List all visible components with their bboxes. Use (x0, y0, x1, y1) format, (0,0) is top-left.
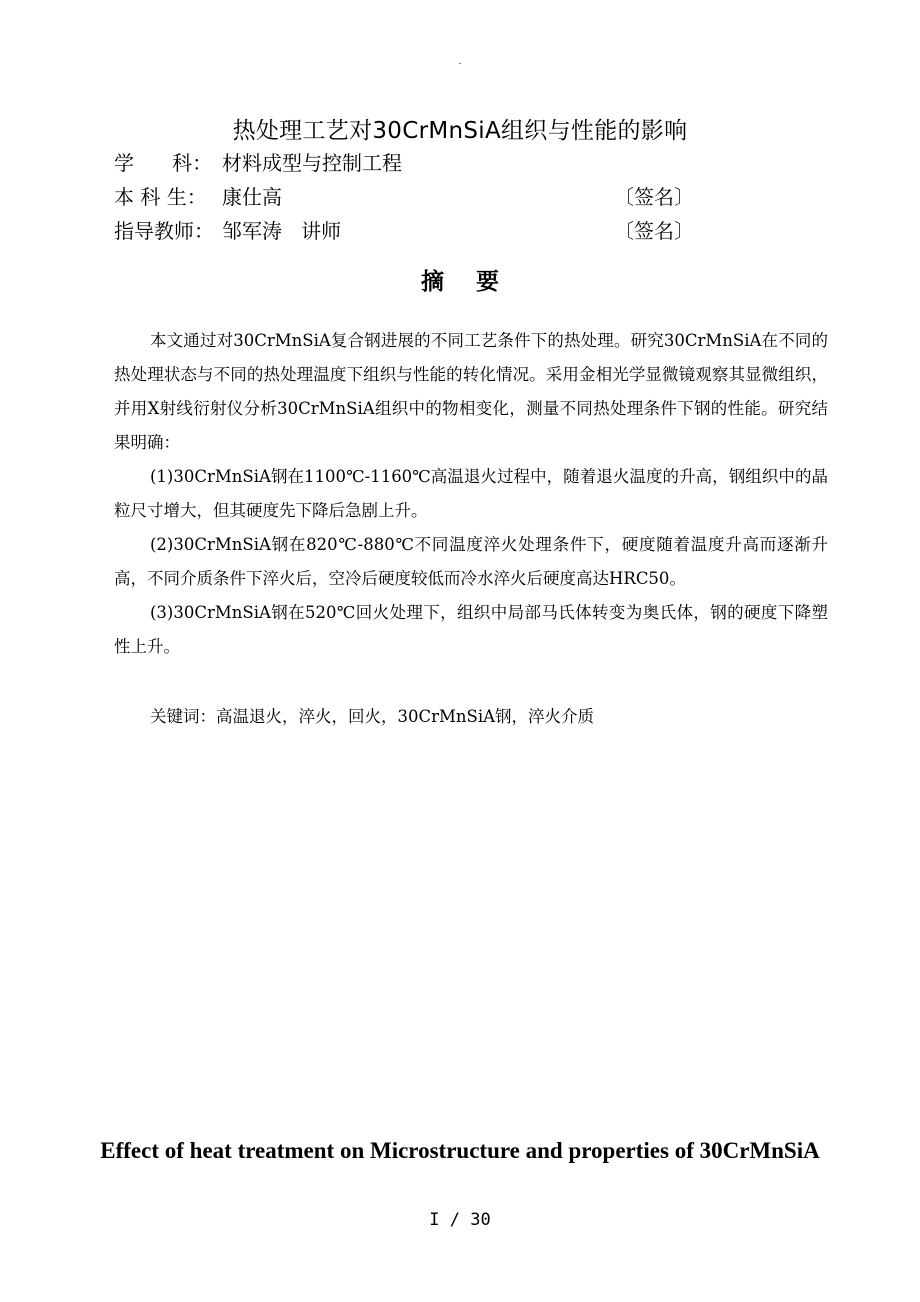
student-value: 康仕高 (222, 185, 282, 209)
thesis-title: 热处理工艺对30CrMnSiA组织与性能的影响 (232, 118, 688, 144)
keywords: 关键词：高温退火，淬火，回火，30CrMnSiA钢，淬火介质 (150, 707, 595, 726)
abstract-paragraph: 本文通过对30CrMnSiA复合钢进展的不同工艺条件下的热处理。研究30CrMnSiA在不同的热处理状态与不同的热处理温度下组织与性能的转化情况。采用金相光学显微镜观察其显微组织，并用X射线衍射仪分析30CrMnSiA组织中的物相变化，测量不同热处理条件下钢的性能。研究结果明确： (114, 331, 828, 452)
student-label: 本 科 生： (114, 185, 207, 209)
subject-label: 学 科： (114, 151, 213, 175)
abstract-paragraph: (2)30CrMnSiA钢在820℃-880℃不同温度淬火处理条件下，硬度随着温度升高而逐渐升高，不同介质条件下淬火后，空冷后硬度较低而冷水淬火后硬度高达HRC50。 (114, 535, 828, 588)
abstract-paragraph: (3)30CrMnSiA钢在520℃回火处理下，组织中局部马氏体转变为奥氏体，钢的硬度下降塑性上升。 (114, 603, 828, 656)
english-title: Effect of heat treatment on Microstructure and properties of 30CrMnSiA (100, 1138, 820, 1163)
student-row (114, 182, 694, 212)
subject-row (114, 148, 694, 178)
student-signature: 〔签名〕 (614, 185, 694, 209)
abstract-paragraph: (1)30CrMnSiA钢在1100℃-1160℃高温退火过程中，随着退火温度的升高，钢组织中的晶粒尺寸增大，但其硬度先下降后急剧上升。 (114, 467, 828, 520)
abstract-heading: 摘 要 (420, 269, 511, 295)
subject-value: 材料成型与控制工程 (222, 151, 402, 175)
advisor-signature: 〔签名〕 (614, 219, 694, 243)
advisor-row (114, 216, 694, 246)
abstract-body (114, 324, 828, 664)
advisor-value: 邹军涛 讲师 (222, 219, 342, 243)
header-mark: - (458, 58, 462, 68)
page-number: I / 30 (429, 1210, 491, 1230)
advisor-label: 指导教师： (114, 219, 214, 243)
